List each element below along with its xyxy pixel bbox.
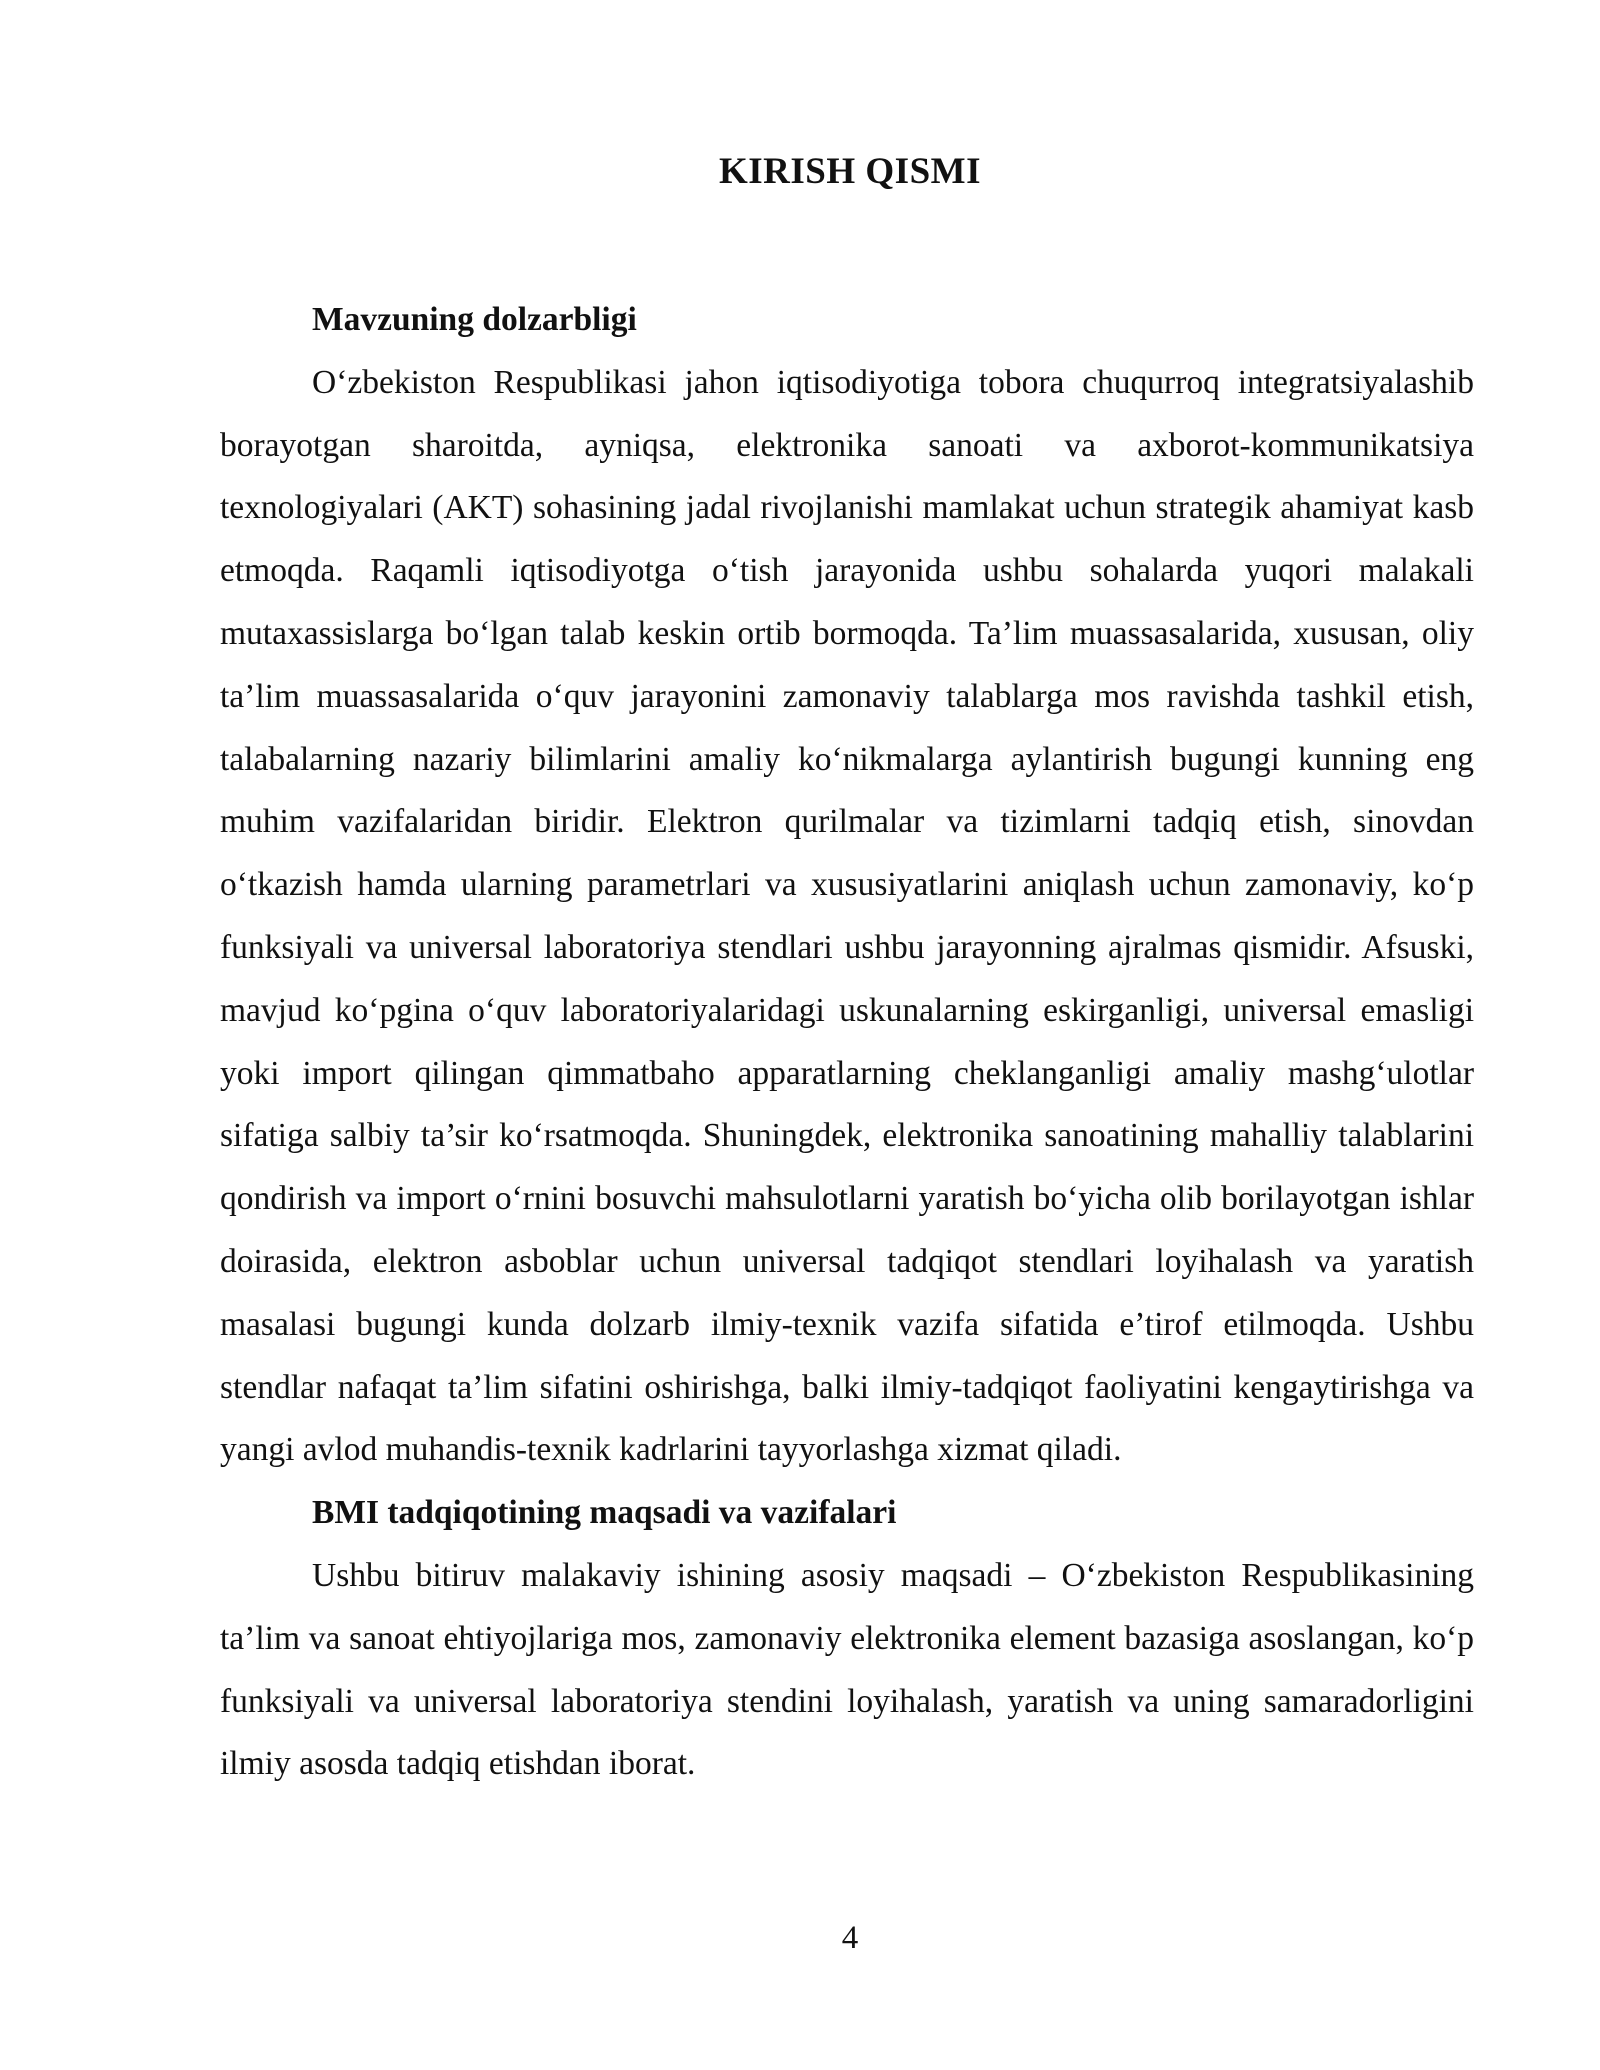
relevance-paragraph: O‘zbekiston Respublikasi jahon iqtisodiyotiga tobora chuqurroq integratsiyalashib borayotgan sharoitda, ayniqsa, elektronika sanoati va axborot-kommunikatsiya texnologiyalari (AKT) sohasining jadal rivojlanishi mamlakat uchun strategik ahamiyat kasb etmoqda. Raqamli iqtisodiyotga o‘tish jarayonida ushbu sohalarda yuqori malakali mutaxassislarga bo‘lgan talab keskin ortib bormoqda. Ta’lim muassasalarida, xususan, oliy ta’lim muassasalarida o‘quv jarayonini zamonaviy talablarga mos ravishda tashkil etish, talabalarning nazariy bilimlarini amaliy ko‘nikmalarga aylantirish bugungi kunning eng muhim vazifalaridan biridir. Elektron qurilmalar va tizimlarni tadqiq etish, sinovdan o‘tkazish hamda ularning parametrlari va xususiyatlarini aniqlash uchun zamonaviy, ko‘p funksiyali va universal laboratoriya stendlari ushbu jarayonning ajralmas qismidir. Afsuski, mavjud ko‘pgina o‘quv laboratoriyalaridagi uskunalarning eskirganligi, universal emasligi yoki import qilingan qimmatbaho apparatlarning cheklanganligi amaliy mashg‘ulotlar sifatiga salbiy ta’sir ko‘rsatmoqda. Shuningdek, elektronika sanoatining mahalliy talablarini qondirish va import o‘rnini bosuvchi mahsulotlarni yaratish bo‘yicha olib borilayotgan ishlar doirasida, elektron asboblar uchun universal tadqiqot stendlari loyihalash va yaratish masalasi bugungi kunda dolzarb ilmiy-texnik vazifa sifatida e’tirof etilmoqda. Ushbu stendlar nafaqat ta’lim sifatini oshirishga, balki ilmiy-tadqiqot faoliyatini kengaytirishga va yangi avlod muhandis-texnik kadrlarini tayyorlashga xizmat qiladi. <box>220 363 1474 1469</box>
section-heading-relevance: Mavzuning dolzarbligi <box>312 301 637 338</box>
page-title: KIRISH QISMI <box>719 151 981 192</box>
page-number: 4 <box>841 1920 859 1956</box>
section-heading-goals: BMI tadqiqotining maqsadi va vazifalari <box>312 1494 897 1532</box>
goals-paragraph: Ushbu bitiruv malakaviy ishining asosiy maqsadi – O‘zbekiston Respublikasining ta’lim va sanoat ehtiyojlariga mos, zamonaviy elektronika element bazasiga asoslangan, ko‘p funksiyali va universal laboratoriya stendini loyihalash, yaratish va uning samaradorligini ilmiy asosda tadqiq etishdan iborat. <box>220 1556 1474 1783</box>
document-body <box>220 289 1474 1796</box>
